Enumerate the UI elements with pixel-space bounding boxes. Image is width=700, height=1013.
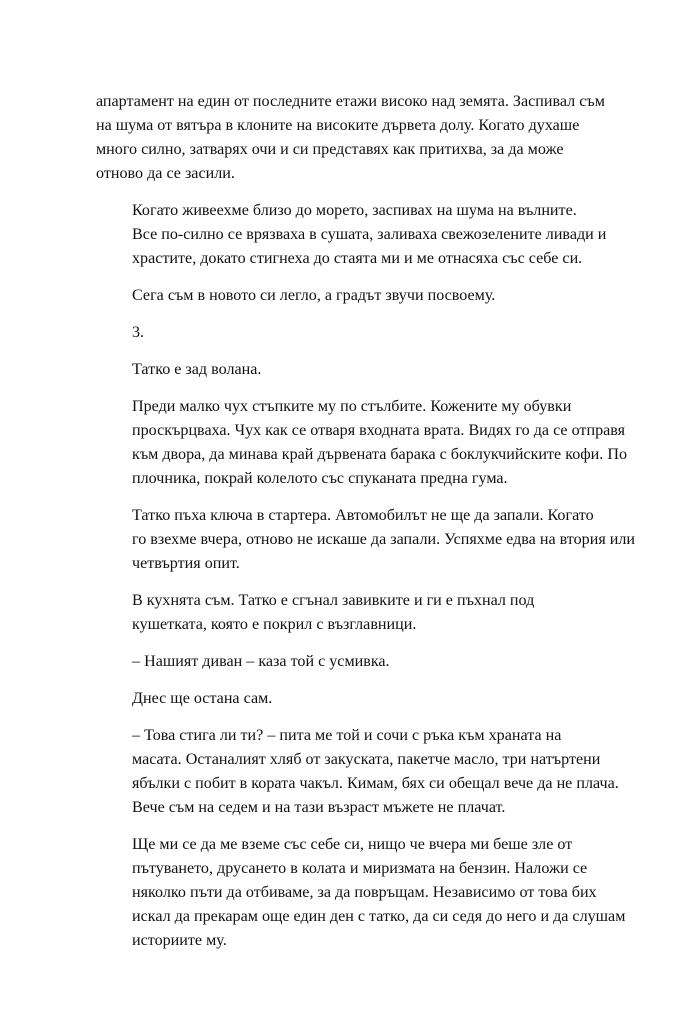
text-line: масата. Останалият хляб от закуската, пакетче масло, три натъртени: [132, 751, 601, 768]
text-line: отново да се засили.: [96, 165, 235, 182]
text-line: към двора, да минава край дървената барака с боклукчийските кофи. По: [132, 446, 628, 463]
text-line: апартамент на един от последните етажи високо над земята. Заспивал съм: [96, 93, 605, 110]
text-line: – Нашият диван – каза той с усмивка.: [132, 653, 390, 670]
text-line: Сега съм в новото си легло, а градът звучи посвоему.: [132, 287, 496, 304]
text-line: проскърцваха. Чух как се отваря входната врата. Видях го да се отправя: [132, 422, 626, 439]
paragraph: [96, 650, 641, 674]
text-line: плочника, покрай колелото със спуканата предна гума.: [132, 470, 508, 487]
text-line: Преди малко чух стъпките му по стълбите. Кожените му обувки: [132, 398, 572, 415]
text-line: – Това стига ли ти? – пита ме той и сочи с ръка към храната на: [132, 727, 562, 744]
paragraph: [96, 833, 641, 953]
text-line: 3.: [132, 324, 145, 341]
text-line: Татко пъха ключа в стартера. Автомобилът не ще да запали. Когато: [132, 507, 594, 524]
text-line: искал да прекарам още един ден с татко, да си седя до него и да слушам: [132, 908, 626, 925]
text-line: Когато живеехме близо до морето, заспивах на шума на вълните.: [132, 202, 577, 219]
text-line: Татко е зад волана.: [132, 361, 262, 378]
text-line: В кухнята съм. Татко е сгънал завивките и ги е пъхнал под: [132, 592, 535, 609]
text-line: на шума от вятъра в клоните на високите дървета долу. Когато духаше: [96, 117, 580, 134]
document-body: [96, 90, 641, 966]
paragraph: [96, 90, 641, 186]
text-line: Днес ще остана сам.: [132, 690, 273, 707]
paragraph: [96, 395, 641, 491]
text-line: храстите, докато стигнеха до стаята ми и ме отнасяха със себе си.: [132, 250, 583, 267]
paragraph: [96, 358, 641, 382]
text-line: много силно, затварях очи и си представях как притихва, за да може: [96, 141, 564, 158]
text-line: няколко пъти да отбиваме, за да повръщам. Независимо от това бих: [132, 884, 597, 901]
text-line: Вече съм на седем и на тази възраст мъжете не плачат.: [132, 799, 506, 816]
text-line: четвъртия опит.: [132, 555, 240, 572]
text-line: пътуването, друсането в колата и миризмата на бензин. Наложи се: [132, 860, 588, 877]
text-line: кушетката, която е покрил с възглавници.: [132, 616, 417, 633]
paragraph: [96, 321, 641, 345]
text-line: го взехме вчера, отново не искаше да запали. Успяхме едва на втория или: [132, 531, 636, 548]
paragraph: [96, 724, 641, 820]
paragraph: [96, 284, 641, 308]
text-line: Ще ми се да ме вземе със себе си, нищо че вчера ми беше зле от: [132, 836, 573, 853]
text-line: ябълки с побит в кората чакъл. Кимам, бях си обещал вече да не плача.: [132, 775, 619, 792]
paragraph: [96, 589, 641, 637]
paragraph: [96, 199, 641, 271]
text-line: Все по-силно се врязваха в сушата, заливаха свежозелените ливади и: [132, 226, 607, 243]
text-line: историите му.: [132, 932, 227, 949]
paragraph: [96, 504, 641, 576]
paragraph: [96, 687, 641, 711]
